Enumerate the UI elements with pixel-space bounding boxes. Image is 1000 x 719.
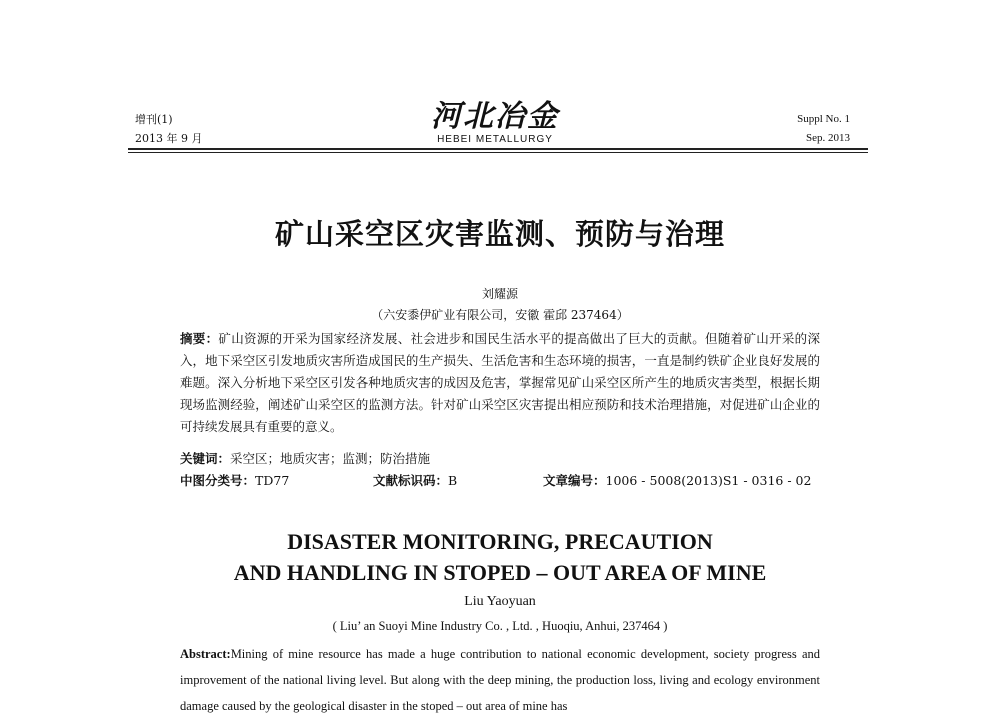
date-cn: 2013 年 9 月	[135, 132, 203, 145]
article-id-value: 1006 - 5008(2013)S1 - 0316 - 02	[605, 473, 812, 488]
article-title-en-line1: DISASTER MONITORING, PRECAUTION	[287, 529, 713, 554]
article-title-cn: 矿山采空区灾害监测、预防与治理	[274, 217, 725, 251]
header-right	[797, 110, 850, 148]
article-title-en-line2: AND HANDLING IN STOPED – OUT AREA OF MINE	[233, 560, 767, 585]
affiliation-en: ( Liu’ an Suoyi Mine Industry Co. , Ltd. , Huoqiu, Anhui, 237464 )	[332, 619, 668, 633]
journal-title-cn: 河北冶金	[431, 99, 559, 134]
keywords-text-cn: 采空区；地质灾害；监测；防治措施	[230, 451, 431, 466]
doc-code	[373, 471, 457, 489]
journal-logo	[410, 100, 580, 146]
keywords-cn	[180, 449, 430, 467]
abstract-label-cn: 摘要：	[180, 331, 219, 346]
header-left	[135, 110, 202, 148]
header-rule-thin	[128, 152, 868, 153]
abstract-label-en: Abstract:	[180, 647, 231, 661]
author-en: Liu Yaoyuan	[464, 594, 536, 609]
article-id	[543, 471, 811, 489]
article-id-label: 文章编号：	[543, 473, 606, 488]
doc-code-value: B	[448, 473, 458, 488]
abstract-en	[180, 641, 820, 719]
clc-value: TD77	[255, 473, 290, 488]
author-cn: 刘耀源	[481, 287, 518, 301]
affiliation-cn: （六安黍伊矿业有限公司，安徽 霍邱 237464）	[371, 308, 629, 322]
date-en: Sep. 2013	[806, 132, 850, 144]
keywords-label-cn: 关键词：	[180, 451, 231, 466]
abstract-text-en: Mining of mine resource has made a huge contribution to national economic development, society progress and improvement of the national living level. But along with the deep mining, the production loss, living and ecology environment damage caused by the geological disaster in the stoped – out area of mine has	[180, 647, 820, 713]
doc-code-label: 文献标识码：	[373, 473, 449, 488]
abstract-text-cn: 矿山资源的开采为国家经济发展、社会进步和国民生活水平的提高做出了巨大的贡献。但随着矿山开采的深入，地下采空区引发地质灾害所造成国民的生产损失、生活危害和生态环境的损害，一直是制约铁矿企业良好发展的难题。深入分析地下采空区引发各种地质灾害的成因及危害，掌握常见矿山采空区所产生的地质灾害类型，根据长期现场监测经验，阐述矿山采空区的监测方法。针对矿山采空区灾害提出相应预防和技术治理措施，对促进矿山企业的可持续发展具有重要的意义。	[180, 331, 820, 434]
abstract-cn	[180, 328, 820, 438]
issue-en: Suppl No. 1	[797, 113, 850, 125]
header-rule	[128, 148, 868, 150]
journal-title-en: HEBEI METALLURGY	[437, 134, 553, 145]
clc-number	[180, 471, 289, 489]
clc-label: 中图分类号：	[180, 473, 256, 488]
issue-cn: 增刊(1)	[135, 113, 173, 126]
